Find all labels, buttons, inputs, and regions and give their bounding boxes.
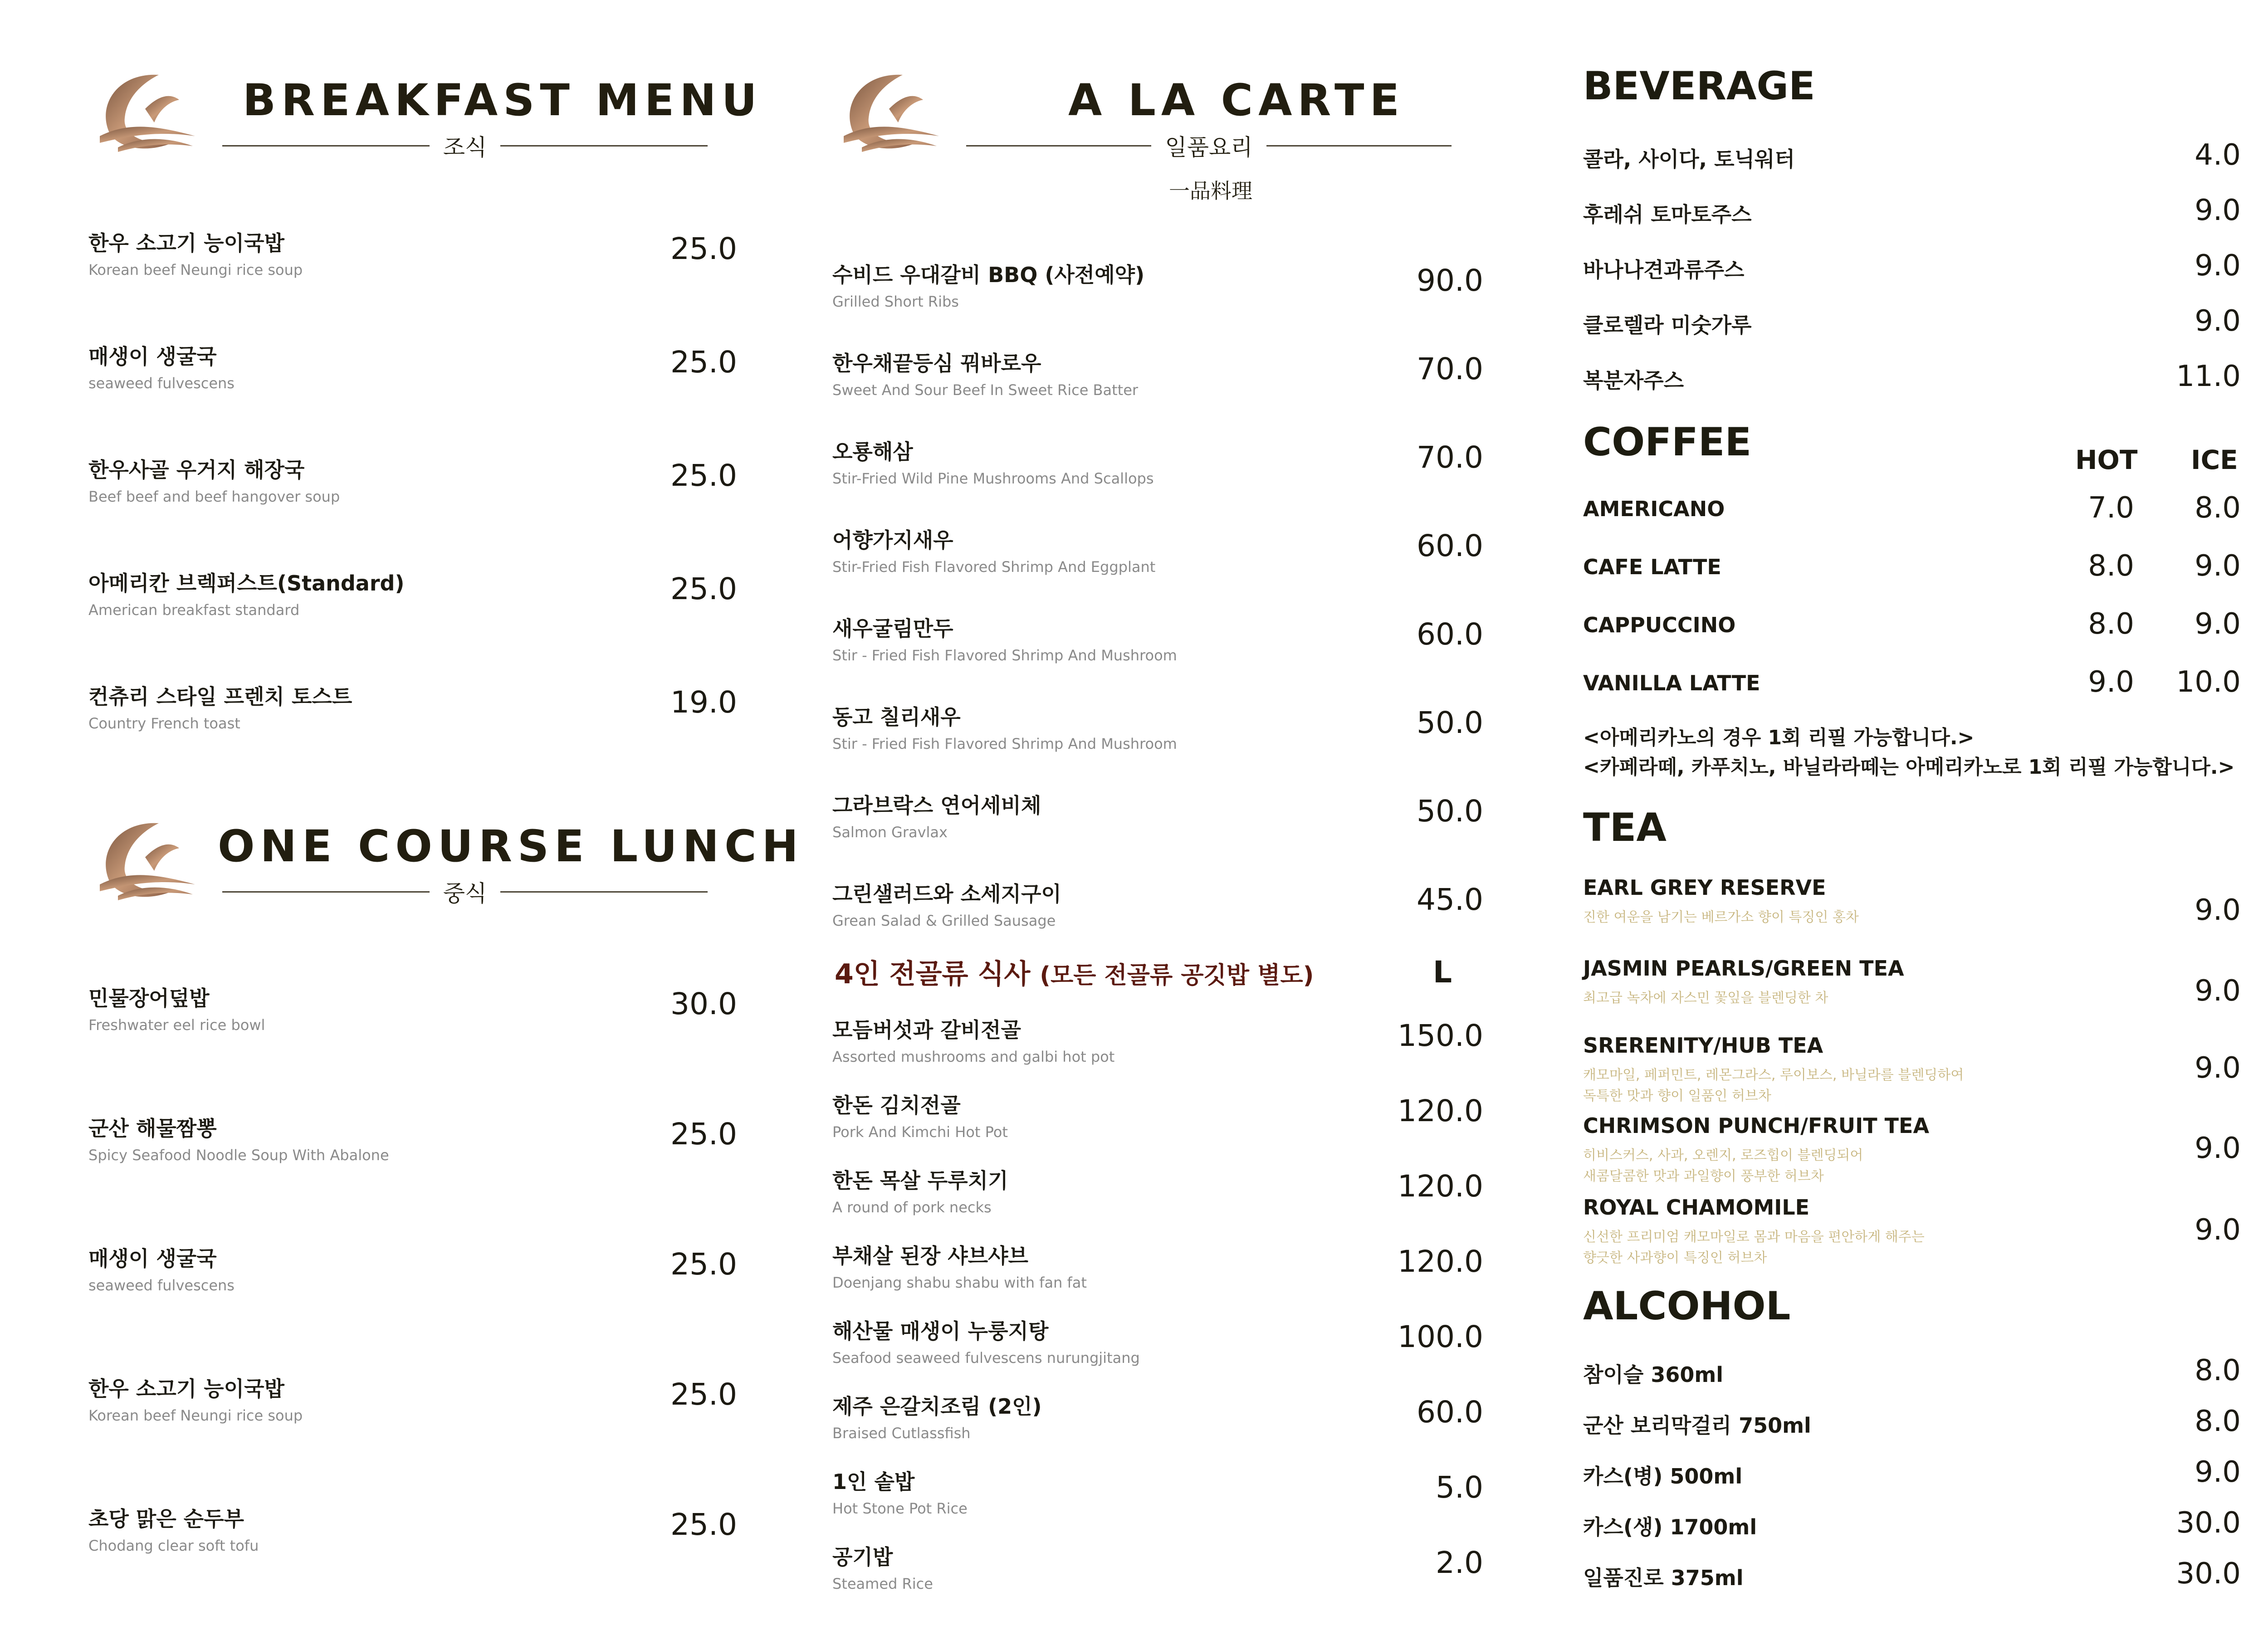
alacarte-item-price: 70.0 <box>1417 440 1483 475</box>
coffee-note-1: <아메리카노의 경우 1회 리필 가능합니다.> <box>1583 726 1975 749</box>
breakfast-item-price: 19.0 <box>670 685 737 720</box>
alacarte-item-desc: Stir-Fried Fish Flavored Shrimp And Eggplant <box>832 558 1156 576</box>
breakfast-item-name: 컨츄리 스타일 프렌치 토스트 <box>88 684 352 709</box>
breakfast-item-desc: Korean beef Neungi rice soup <box>88 261 303 278</box>
hotpot-item-desc: Assorted mushrooms and galbi hot pot <box>832 1048 1115 1065</box>
hotpot-item <box>832 1014 1114 1065</box>
alacarte-item <box>832 259 1144 310</box>
beverage-item-price: 9.0 <box>2195 304 2241 338</box>
beverage-item-name: 콜라, 사이다, 토닉워터 <box>1583 147 1795 171</box>
hotpot-group-title <box>835 952 1314 991</box>
coffee-item-ice: 9.0 <box>2195 607 2241 641</box>
beverage-item-price: 11.0 <box>2176 360 2241 393</box>
beverage-item-price: 9.0 <box>2195 249 2241 283</box>
alcohol-item-price: 30.0 <box>2176 1557 2241 1591</box>
lunch-item <box>88 1503 259 1554</box>
lunch-item-desc: Spicy Seafood Noodle Soup With Abalone <box>88 1147 389 1164</box>
breakfast-item-name: 한우사골 우거지 해장국 <box>88 458 305 482</box>
lunch-title: ONE COURSE LUNCH <box>218 821 804 872</box>
breakfast-title: BREAKFAST MENU <box>243 75 763 126</box>
lunch-item-desc: Freshwater eel rice bowl <box>88 1016 265 1034</box>
lunch-item-desc: Korean beef Neungi rice soup <box>88 1407 303 1424</box>
coffee-item-hot: 7.0 <box>2088 491 2134 525</box>
alacarte-item-desc: Stir - Fried Fish Flavored Shrimp And Mushroom <box>832 647 1177 664</box>
alcohol-item-name: 카스(생) 1700ml <box>1583 1515 1757 1539</box>
hotpot-item-desc: Pork And Kimchi Hot Pot <box>832 1123 1008 1141</box>
lunch-item-name: 민물장어덮밥 <box>88 986 210 1010</box>
coffee-item-ice: 10.0 <box>2176 665 2241 699</box>
breakfast-item-desc: Beef beef and beef hangover soup <box>88 488 340 505</box>
breakfast-subtitle-line <box>222 129 708 162</box>
crane-logo-icon <box>91 816 200 903</box>
breakfast-item <box>88 454 340 505</box>
beverage-item-price: 4.0 <box>2195 138 2241 172</box>
alacarte-item <box>832 789 1041 841</box>
alacarte-item-name: 어향가지새우 <box>832 528 953 552</box>
tea-item-desc: 신선한 프리미엄 캐모마일로 몸과 마음을 편안하게 해주는 <box>1583 1229 1925 1245</box>
breakfast-item-price: 25.0 <box>670 345 737 380</box>
alcohol-item-name: 군산 보리막걸리 750ml <box>1583 1413 1811 1438</box>
alacarte-item-name: 그린샐러드와 소세지구이 <box>832 882 1061 906</box>
alacarte-subtitle-line <box>966 129 1452 162</box>
tea-item-desc: 히비스커스, 사과, 오렌지, 로즈힙이 블렌딩되어 <box>1583 1147 1863 1163</box>
alacarte-item-desc: Stir - Fried Fish Flavored Shrimp And Mushroom <box>832 735 1177 752</box>
alacarte-item <box>832 347 1138 399</box>
crane-logo-icon <box>91 68 200 154</box>
hotpot-item-price: 100.0 <box>1398 1319 1483 1354</box>
lunch-item-name: 군산 해물짬뽕 <box>88 1116 217 1141</box>
hotpot-item <box>832 1465 968 1517</box>
lunch-item <box>88 982 265 1034</box>
alacarte-item-desc: Grean Salad & Grilled Sausage <box>832 912 1056 929</box>
breakfast-item-price: 25.0 <box>670 458 737 493</box>
tea-item-price: 9.0 <box>2195 893 2241 927</box>
alacarte-item-price: 60.0 <box>1417 617 1483 652</box>
alacarte-item-name: 한우채끝등심 꿔바로우 <box>832 351 1041 376</box>
hotpot-item-name: 부채살 된장 샤브샤브 <box>832 1244 1028 1268</box>
lunch-item-name: 초당 맑은 순두부 <box>88 1507 244 1531</box>
lunch-item-price: 30.0 <box>670 986 737 1021</box>
alacarte-item <box>832 435 1154 487</box>
hotpot-item-desc: Steamed Rice <box>832 1575 933 1592</box>
lunch-item-desc: Chodang clear soft tofu <box>88 1537 259 1554</box>
breakfast-item-name: 매생이 생굴국 <box>88 344 217 369</box>
hotpot-item <box>832 1164 1008 1216</box>
alcohol-item-name: 일품진로 375ml <box>1583 1566 1744 1590</box>
lunch-subtitle-line <box>222 875 708 908</box>
hotpot-item-name: 한돈 목살 두루치기 <box>832 1168 1008 1193</box>
lunch-item-price: 25.0 <box>670 1507 737 1542</box>
breakfast-item <box>88 567 404 619</box>
tea-item-price: 9.0 <box>2195 1213 2241 1247</box>
alacarte-item-price: 50.0 <box>1417 705 1483 740</box>
coffee-title: COFFEE <box>1583 420 1752 465</box>
hotpot-item-desc: Hot Stone Pot Rice <box>832 1500 968 1517</box>
hotpot-item-name: 한돈 김치전골 <box>832 1093 961 1118</box>
coffee-item-name: VANILLA LATTE <box>1583 671 1760 695</box>
hotpot-item-desc: A round of pork necks <box>832 1199 992 1216</box>
alacarte-item-desc: Grilled Short Ribs <box>832 293 959 310</box>
breakfast-item <box>88 680 352 732</box>
hotpot-item <box>832 1240 1087 1291</box>
alacarte-subtitle-cn: 一品料理 <box>1169 179 1252 203</box>
lunch-item <box>88 1372 303 1424</box>
beverage-item-name: 바나나견과류주스 <box>1583 258 1745 282</box>
alcohol-item-price: 8.0 <box>2195 1405 2241 1438</box>
breakfast-item <box>88 227 303 278</box>
beverage-title: BEVERAGE <box>1583 63 1815 109</box>
alacarte-item-price: 50.0 <box>1417 794 1483 829</box>
alacarte-item-name: 오룡해삼 <box>832 439 913 464</box>
hotpot-item-price: 5.0 <box>1436 1470 1483 1505</box>
hotpot-size-label: L <box>1432 955 1452 990</box>
hotpot-item <box>832 1541 933 1592</box>
hotpot-item-desc: Doenjang shabu shabu with fan fat <box>832 1274 1087 1291</box>
lunch-item <box>88 1112 389 1164</box>
beverage-item-name: 복분자주스 <box>1583 368 1684 393</box>
coffee-item-hot: 9.0 <box>2088 665 2134 699</box>
breakfast-item-desc: seaweed fulvescens <box>88 375 235 392</box>
lunch-item <box>88 1242 235 1294</box>
alacarte-item-name: 수비드 우대갈비 BBQ (사전예약) <box>832 263 1145 287</box>
tea-item-desc-2: 새콤달콤한 맛과 과일향이 풍부한 허브차 <box>1583 1168 1824 1184</box>
coffee-col-ice: ICE <box>2191 444 2238 475</box>
hotpot-group-note: (모든 전골류 공깃밥 별도) <box>1040 962 1314 989</box>
alcohol-title: ALCOHOL <box>1583 1284 1791 1329</box>
alacarte-item <box>832 701 1177 752</box>
alacarte-item <box>832 878 1061 929</box>
coffee-item-name: CAFE LATTE <box>1583 555 1721 579</box>
hotpot-item-name: 해산물 매생이 누룽지탕 <box>832 1319 1049 1343</box>
tea-item-price: 9.0 <box>2195 974 2241 1008</box>
crane-logo-icon <box>835 68 943 154</box>
coffee-item-hot: 8.0 <box>2088 607 2134 641</box>
tea-item-desc-2: 향긋한 사과향이 특징인 허브차 <box>1583 1250 1767 1266</box>
lunch-item-desc: seaweed fulvescens <box>88 1277 235 1294</box>
hotpot-item-desc: Braised Cutlassfish <box>832 1425 971 1442</box>
tea-item-name: CHRIMSON PUNCH/FRUIT TEA <box>1583 1113 1930 1138</box>
beverage-item-price: 9.0 <box>2195 194 2241 227</box>
coffee-item-name: AMERICANO <box>1583 497 1725 521</box>
tea-item-name: JASMIN PEARLS/GREEN TEA <box>1583 956 1904 981</box>
hotpot-item-price: 120.0 <box>1398 1093 1483 1128</box>
coffee-item-ice: 8.0 <box>2195 491 2241 525</box>
alacarte-item <box>832 524 1155 576</box>
alcohol-item-price: 9.0 <box>2195 1455 2241 1489</box>
lunch-item-name: 한우 소고기 능이국밥 <box>88 1377 284 1401</box>
alacarte-item-price: 90.0 <box>1417 263 1483 298</box>
alacarte-item-desc: Stir-Fried Wild Pine Mushrooms And Scallops <box>832 470 1154 487</box>
alcohol-item-price: 30.0 <box>2176 1506 2241 1540</box>
beverage-item-name: 클로렐라 미숫가루 <box>1583 313 1752 337</box>
alacarte-item-name: 새우굴림만두 <box>832 616 953 641</box>
tea-item-name: SRERENITY/HUB TEA <box>1583 1033 1823 1058</box>
lunch-item-price: 25.0 <box>670 1377 737 1412</box>
lunch-subtitle: 중식 <box>443 880 487 907</box>
hotpot-item-price: 150.0 <box>1398 1018 1483 1053</box>
hotpot-item <box>832 1089 1008 1141</box>
alacarte-item-price: 70.0 <box>1417 351 1483 386</box>
alacarte-subtitle: 일품요리 <box>1165 134 1253 161</box>
hotpot-item-name: 제주 은갈치조림 (2인) <box>832 1394 1042 1419</box>
breakfast-item <box>88 340 235 392</box>
alcohol-item-name: 카스(병) 500ml <box>1583 1464 1743 1489</box>
tea-item-price: 9.0 <box>2195 1132 2241 1165</box>
breakfast-item-price: 25.0 <box>670 571 737 606</box>
coffee-item-name: CAPPUCCINO <box>1583 613 1736 637</box>
alacarte-title: A LA CARTE <box>1068 75 1405 126</box>
hotpot-item-price: 2.0 <box>1436 1545 1483 1580</box>
tea-item-desc: 캐모마일, 페퍼민트, 레몬그라스, 루이보스, 바닐라를 블렌딩하여 <box>1583 1067 1964 1083</box>
hotpot-item <box>832 1390 1042 1442</box>
lunch-item-price: 25.0 <box>670 1117 737 1152</box>
alacarte-item-desc: Salmon Gravlax <box>832 824 948 841</box>
alacarte-item-price: 45.0 <box>1417 882 1483 917</box>
coffee-col-hot: HOT <box>2075 444 2138 475</box>
breakfast-subtitle: 조식 <box>443 134 487 161</box>
hotpot-item-price: 60.0 <box>1417 1395 1483 1430</box>
tea-item-name: ROYAL CHAMOMILE <box>1583 1195 1810 1220</box>
alacarte-item <box>832 612 1177 664</box>
tea-item-price: 9.0 <box>2195 1051 2241 1085</box>
hotpot-item <box>832 1315 1140 1367</box>
tea-title: TEA <box>1583 805 1667 850</box>
coffee-note-2: <카페라떼, 카푸치노, 바닐라라떼는 아메리카노로 1회 리필 가능합니다.> <box>1583 756 2235 779</box>
hotpot-item-name: 모듬버섯과 갈비전골 <box>832 1018 1021 1042</box>
breakfast-item-price: 25.0 <box>670 231 737 266</box>
breakfast-item-name: 한우 소고기 능이국밥 <box>88 231 284 255</box>
breakfast-item-desc: Country French toast <box>88 715 240 732</box>
beverage-item-name: 후레쉬 토마토주스 <box>1583 202 1752 227</box>
lunch-item-price: 25.0 <box>670 1247 737 1282</box>
lunch-item-name: 매생이 생굴국 <box>88 1246 217 1271</box>
alcohol-item-name: 참이슬 360ml <box>1583 1362 1724 1387</box>
hotpot-item-desc: Seafood seaweed fulvescens nurungjitang <box>832 1349 1140 1367</box>
tea-item-name: EARL GREY RESERVE <box>1583 875 1826 900</box>
breakfast-item-desc: American breakfast standard <box>88 601 300 619</box>
alacarte-item-name: 그라브락스 연어세비체 <box>832 793 1041 818</box>
tea-item-desc: 진한 여운을 남기는 베르가소 향이 특징인 홍차 <box>1583 909 1859 925</box>
hotpot-item-name: 1인 솥밥 <box>832 1469 915 1494</box>
alacarte-item-price: 60.0 <box>1417 528 1483 563</box>
hotpot-item-price: 120.0 <box>1398 1169 1483 1204</box>
tea-item-desc-2: 독특한 맛과 향이 일품인 허브차 <box>1583 1088 1771 1104</box>
alacarte-item-desc: Sweet And Sour Beef In Sweet Rice Batter <box>832 381 1139 399</box>
alacarte-item-name: 동고 칠리새우 <box>832 705 961 729</box>
alcohol-item-price: 8.0 <box>2195 1354 2241 1387</box>
breakfast-item-name: 아메리칸 브렉퍼스트(Standard) <box>88 571 405 596</box>
coffee-item-hot: 8.0 <box>2088 549 2134 583</box>
coffee-item-ice: 9.0 <box>2195 549 2241 583</box>
tea-item-desc: 최고급 녹차에 자스민 꽃잎을 블렌딩한 차 <box>1583 990 1828 1006</box>
hotpot-item-name: 공기밥 <box>832 1545 893 1569</box>
hotpot-group-main: 4인 전골류 식사 <box>835 958 1031 990</box>
hotpot-item-price: 120.0 <box>1398 1244 1483 1279</box>
